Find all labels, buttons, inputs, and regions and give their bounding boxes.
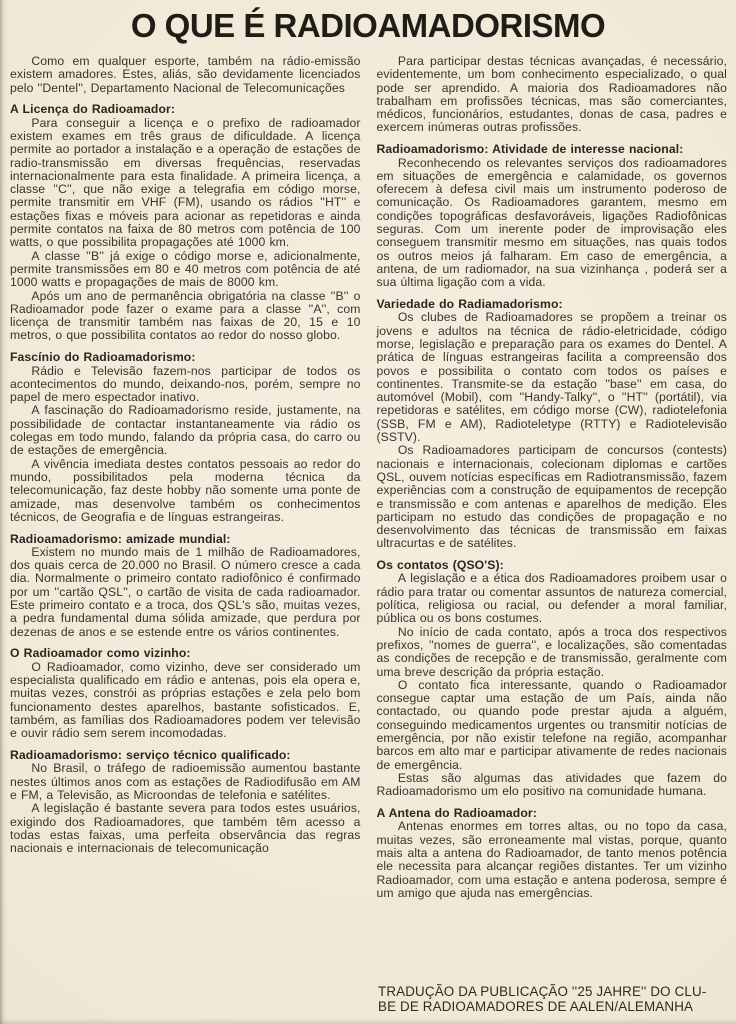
section-heading: A Licença do Radioamador:	[10, 102, 176, 117]
paragraph: A classe ''B'' já exige o código morse e, adicionalmente, permite transmissões em 80 e 40 metros com potência de até 1000 watts e propagações de mais de 8000 km.	[10, 248, 361, 290]
section-heading: Radioamadorismo: serviço técnico qualificado:	[10, 748, 291, 763]
paragraph: No Brasil, o tráfego de radioemissão aumentou bastante nestes últimos anos com as estações de Radiodifusão em AM e FM, a Televisão, as Microondas de telefonia e satélites.	[10, 761, 361, 802]
paragraph: Antenas enormes em torres altas, ou no topo da casa, muitas vezes, são erroneamente mal vistas, porque, quanto mais alta a antena do Radioamador, de tanto menos potência ele necessita para alcançar regiões distantes. Ter um vizinho Radioamador, com uma estação e antena poderosa, sempre é um amigo que ajuda nas emergências.	[376, 819, 727, 900]
paragraph: Existem no mundo mais de 1 milhão de Radioamadores, dos quais cerca de 20.000 no Brasil. O número cresce a cada dia. Normalmente o primeiro contato radiofônico é confirmado por um ''cartão QSL'', o cartão de visita de cada radioamador. Este primeiro contato e a troca, dos QSL's são, muitas vezes, a pedra fundamental duma sólida amizade, que perdura por dezenas de anos e se estende entre os vários continentes.	[10, 544, 361, 639]
paragraph: Reconhecendo os relevantes serviços dos radioamadores em situações de emergência e calamidade, os governos oferecem à defesa civil mais um instrumento poderoso de comunicação. Os Radioamadores garantem, mesmo em condições topográficas desfavoráveis, ligações Radiofônicas seguras. Com um inerente poder de improvisação eles conseguem transmitir mesmo em situações, nas quais todos os outros meios já falharam. Em caso de emergência, a antena, de um radiomador, na sua vizinhança , poderá ser a sua última ligação com a vida.	[376, 155, 727, 290]
footer-credit	[378, 984, 725, 1015]
paragraph: A fascinação do Radioamadorismo reside, justamente, na possibilidade de contactar instantaneamente via rádio os colegas em todo mundo, falando da própria casa, do carro ou de estações de emergência.	[10, 403, 361, 458]
section-heading: Variedade do Radiamadorismo:	[376, 297, 563, 312]
section-heading: Os contatos (QSO'S):	[376, 558, 504, 573]
paragraph: Rádio e Televisão fazem-nos participar de todos os acontecimentos do mundo, deixando-nos, porém, sempre no papel de mero espectador inativo.	[10, 363, 361, 405]
page-title: O QUE É RADIOAMADORISMO	[130, 7, 606, 44]
section-heading: Radioamadorismo: Atividade de interesse nacional:	[376, 142, 684, 157]
section-heading: O Radioamador como vizinho:	[10, 646, 191, 661]
paragraph: Para participar destas técnicas avançadas, é necessário, evidentemente, um bom conhecimento especializado, o qual pode ser aprendido. A maioria dos Radioamadores não trabalham em profissões técnicas, mas são comerciantes, médicos, funcionários, estudantes, donas de casa, padres e exercem inúmeras outras profissões.	[376, 54, 727, 135]
paragraph: O Radioamador, como vizinho, deve ser considerado um especialista qualificado em rádio e antenas, pois ela opera e, muitas vezes, constrói as próprias estações e zela pelo bom funcionamento destes aparelhos, bastante sofisticados. E, também, as famílias dos Radioamadores podem ver televisão e ouvir rádio sem serem incomodadas.	[10, 659, 361, 741]
paragraph: Estas são algumas das atividades que fazem do Radioamadorismo um elo positivo na comunidade humana.	[376, 770, 727, 799]
paragraph: Como em qualquer esporte, também na rádio-emissão existem amadores. Estes, aliás, são devidamente licenciados pelo ''Dentel'', Departamento Nacional de Telecomunicações	[10, 54, 361, 95]
paragraph: No início de cada contato, após a troca dos respectivos prefixos, ''nomes de guerra'', e localizações, são comentadas as condições de recepção e de transmissão, geralmente com uma breve descrição da própria estação.	[376, 624, 727, 679]
right-column	[377, 55, 728, 900]
section-heading: Fascínio do Radioamadorismo:	[10, 350, 196, 365]
paragraph: Os clubes de Radioamadores se propõem a treinar os jovens e adultos na técnica de rádio-eletricidade, código morse, legislação e preparação para os exames do Dentel. A prática de línguas estrangeiras facilita a compreensão dos povos e possibilita o contato com todos os países e continentes. Transmite-se da estação ''base'' em casa, do automóvel (Mobil), com ''Handy-Talky'', o ''HT'' (portátil), via repetidoras e satélites, em código morse (CW), radiotelefonia (SSB, FM e AM), Radioteletype (RTTY) e Radiotelevisão (SSTV).	[376, 310, 727, 445]
paragraph: A legislação é bastante severa para todos estes usuários, exigindo dos Radioamadores, que também têm acesso a todas estas faixas, uma perfeita observância das regras nacionais e internacionais de telecomunicação	[10, 801, 361, 856]
section-heading: A Antena do Radioamador:	[376, 806, 537, 821]
paragraph: O contato fica interessante, quando o Radioamador consegue captar uma estação de um País, ainda não contactado, ou quando pode prestar ajuda a alguém, conseguindo medicamentos urgentes ou transmitir notícias de emergência, por não existir telefone na região, acompanhar barcos em alto mar e participar ativamente de redes nacionais de emergência.	[376, 677, 727, 772]
paragraph: Para conseguir a licença e o prefixo de radioamador existem exames em três graus de dificuldade. A licença permite ao portador a instalação e a operação de estações de radio-transmissão em diversas frequências, reservadas internacionalmente para esta finalidade. A primeira licença, a classe ''C'', que não exige a telegrafia em código morse, permite transmitir em VHF (FM), usando os rádios ''HT'' e estações fixas e móveis para acionar as repetidoras e ainda permite contatos na faixa de 80 metros com potência de 100 watts, o que possibilita propagações até 1000 km.	[10, 115, 361, 250]
left-column	[10, 55, 361, 900]
paragraph: Após um ano de permanência obrigatória na classe ''B'' o Radioamador pode fazer o exame para a classe ''A'', com licença de transmitir também nas faixas de 20, 15 e 10 metros, o que possibilita contatos ao redor do nosso globo.	[10, 288, 361, 343]
two-column-layout	[0, 55, 736, 900]
footer-credit-line-1: TRADUÇÃO DA PUBLICAÇÃO ''25 JAHRE'' DO CLU-	[378, 983, 707, 999]
footer-credit-line-2: BE DE RADIOAMADORES DE AALEN/ALEMANHA	[378, 999, 694, 1015]
paragraph: A legislação e a ética dos Radioamadores proibem usar o rádio para tratar ou comentar assuntos de natureza comercial, política, religiosa ou racial, ou defender a moral familiar, pública ou os bons costumes.	[376, 571, 727, 626]
section-heading: Radioamadorismo: amizade mundial:	[10, 531, 231, 546]
paragraph: A vivência imediata destes contatos pessoais ao redor do mundo, possibilitados pela moderna técnica da telecomunicação, faz deste hobby não somente uma ponte de amizade, mas desenvolve também os conhecimentos técnicos, de Geografia e de línguas estrangeiras.	[10, 456, 361, 524]
paragraph: Os Radioamadores participam de concursos (contests) nacionais e internacionais, colecionam diplomas e cartões QSL, ouvem notícias específicas em Radiotransmissão, fazem experiências com a construção de equipamentos de recepção e transmissão e com antenas e aparelhos de medição. Eles participam no estudo das condições de propagação e no desenvolvimento das técnicas de transmissão em faixas ultracurtas e de satélites.	[376, 443, 727, 551]
